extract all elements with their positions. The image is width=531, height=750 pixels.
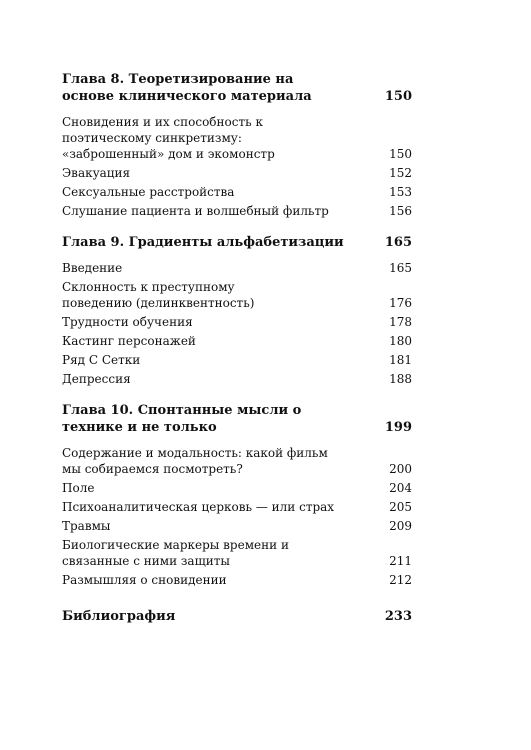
bibliography-title: Библиография xyxy=(62,609,176,624)
entry-page: 178 xyxy=(389,315,412,329)
toc-chapter-10[interactable] xyxy=(62,402,412,436)
entry-page: 212 xyxy=(389,573,412,587)
toc-entry[interactable] xyxy=(62,279,412,311)
entry-page: 188 xyxy=(389,372,412,386)
entry-page: 211 xyxy=(389,554,412,568)
entry-title: Сексуальные расстройства xyxy=(62,185,235,199)
entry-title: Эвакуация xyxy=(62,166,131,180)
toc-chapter-8[interactable] xyxy=(62,71,412,105)
entry-title: Введение xyxy=(62,261,123,275)
entry-page: 176 xyxy=(389,296,412,310)
entry-title: Сновидения и их способность к поэтическому синкретизму: «заброшенный» дом и экомонстр xyxy=(62,115,275,161)
entry-title: Ряд С Сетки xyxy=(62,353,141,367)
toc-entry[interactable] xyxy=(62,572,412,588)
entry-page: 205 xyxy=(389,500,412,514)
entry-page: 165 xyxy=(389,261,412,275)
entry-title: Психоаналитическая церковь — или страх xyxy=(62,500,335,514)
entry-title: Трудности обучения xyxy=(62,315,193,329)
entry-title: Поле xyxy=(62,481,95,495)
entry-title: Размышляя о сновидении xyxy=(62,573,227,587)
toc-entry[interactable] xyxy=(62,499,412,515)
entry-page: 200 xyxy=(389,462,412,476)
toc-entry[interactable] xyxy=(62,352,412,368)
toc-entry[interactable] xyxy=(62,480,412,496)
entry-page: 204 xyxy=(389,481,412,495)
toc-bibliography[interactable] xyxy=(62,608,412,625)
chapter-page: 199 xyxy=(384,420,412,435)
toc-entry[interactable] xyxy=(62,260,412,276)
table-of-contents xyxy=(62,71,412,625)
toc-entry[interactable] xyxy=(62,333,412,349)
entry-page: 153 xyxy=(389,185,412,199)
chapter-title: Глава 8. Теоретизирование на основе клинического материала xyxy=(62,72,312,104)
toc-entry[interactable] xyxy=(62,371,412,387)
chapter-page: 165 xyxy=(384,235,412,250)
toc-entry[interactable] xyxy=(62,114,412,162)
entry-title: Депрессия xyxy=(62,372,131,386)
entry-title: Слушание пациента и волшебный фильтр xyxy=(62,204,329,218)
toc-entry[interactable] xyxy=(62,445,412,477)
entry-page: 180 xyxy=(389,334,412,348)
toc-entry[interactable] xyxy=(62,518,412,534)
entry-page: 150 xyxy=(389,147,412,161)
entry-title: Травмы xyxy=(62,519,111,533)
entry-page: 209 xyxy=(389,519,412,533)
entry-page: 181 xyxy=(389,353,412,367)
toc-entry[interactable] xyxy=(62,184,412,200)
entry-page: 156 xyxy=(389,204,412,218)
entry-title: Кастинг персонажей xyxy=(62,334,196,348)
toc-chapter-9[interactable] xyxy=(62,234,412,251)
toc-entry[interactable] xyxy=(62,537,412,569)
toc-entry[interactable] xyxy=(62,314,412,330)
bibliography-page: 233 xyxy=(384,609,412,624)
toc-entry[interactable] xyxy=(62,165,412,181)
chapter-title: Глава 9. Градиенты альфабетизации xyxy=(62,235,344,250)
toc-entry[interactable] xyxy=(62,203,412,219)
entry-page: 152 xyxy=(389,166,412,180)
chapter-title: Глава 10. Спонтанные мысли о технике и не только xyxy=(62,403,302,435)
chapter-page: 150 xyxy=(384,89,412,104)
entry-title: Содержание и модальность: какой фильм мы собираемся посмотреть? xyxy=(62,446,328,476)
entry-title: Склонность к преступному поведению (делинквентность) xyxy=(62,280,255,310)
entry-title: Биологические маркеры времени и связанные с ними защиты xyxy=(62,538,289,568)
